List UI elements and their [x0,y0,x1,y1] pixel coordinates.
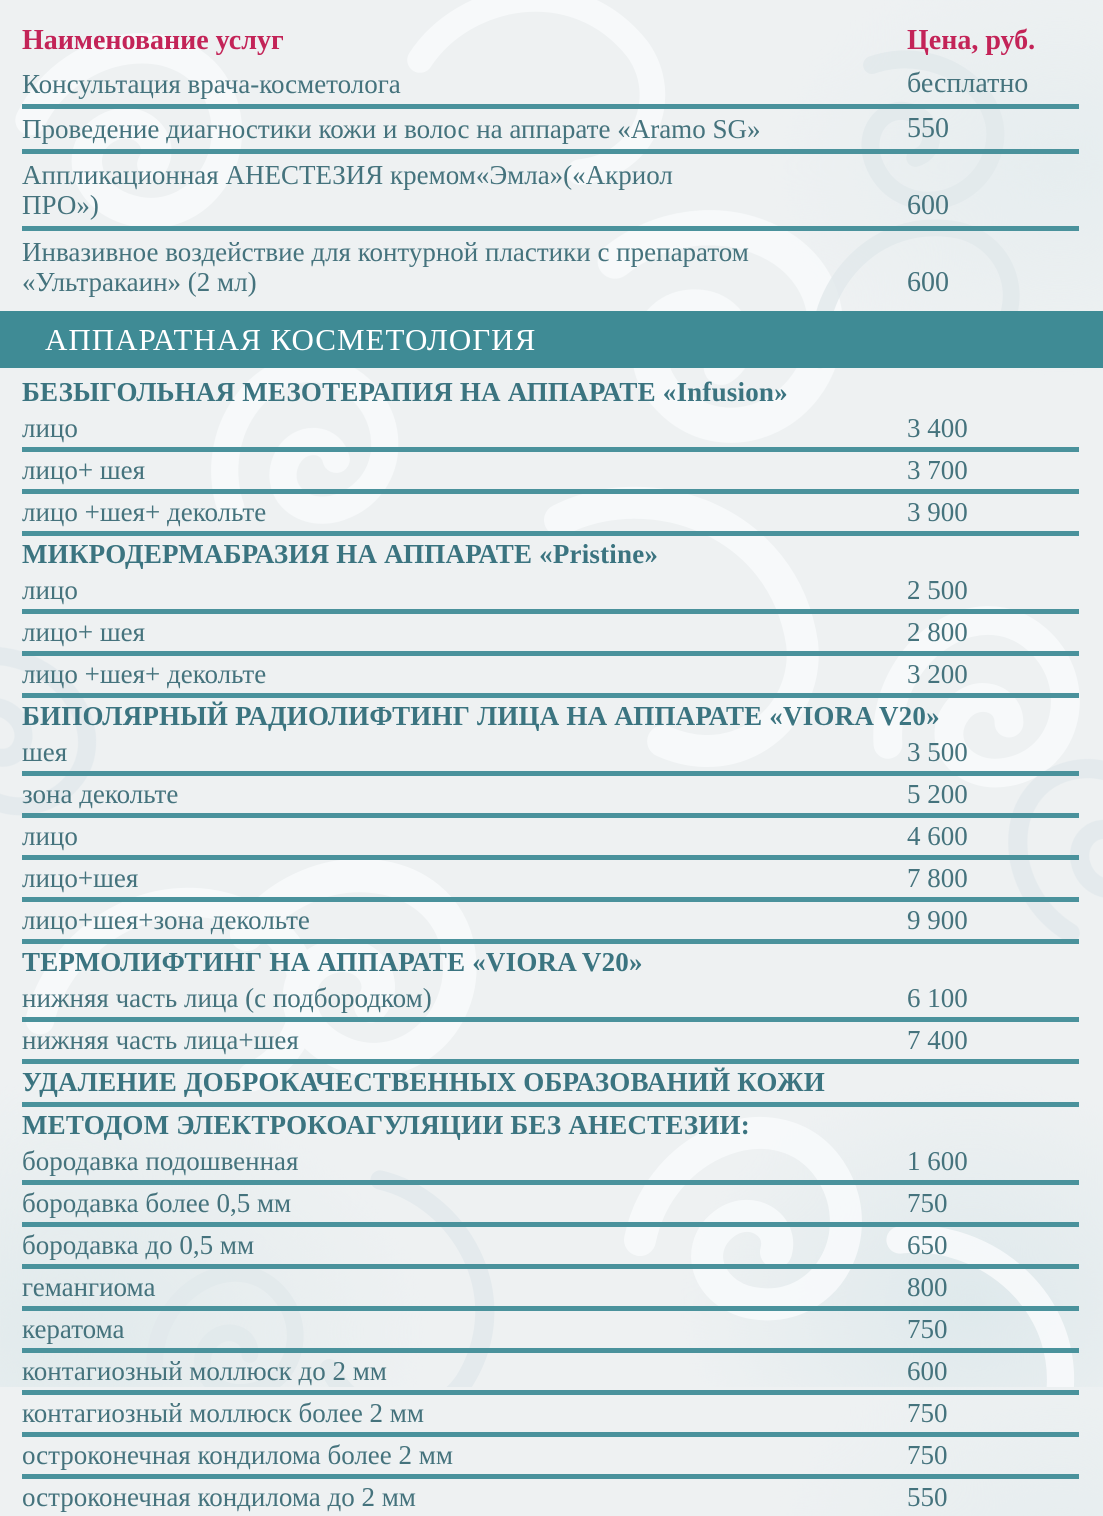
table-row [22,154,1079,231]
service-price: бесплатно [907,68,1029,99]
service-price: 550 [907,113,949,144]
service-name: нижняя часть лица (с подбородком) [22,983,432,1013]
table-row [22,452,1079,494]
service-price: 600 [907,1356,948,1386]
service-price: 2 500 [907,575,968,605]
service-name: лицо+шея+зона декольте [22,905,310,935]
service-price: 3 400 [907,413,968,443]
service-price: 800 [907,1272,948,1302]
table-row [22,1479,1079,1516]
table-row [22,1437,1079,1479]
service-name: лицо+ шея [22,617,146,647]
service-name-line: «Ультракаин» (2 мл) [22,267,257,297]
service-price: 650 [907,1230,948,1260]
table-row [22,776,1079,818]
service-section [22,944,1079,1064]
service-name: остроконечная кондилома до 2 мм [22,1482,416,1512]
service-name-line: Аппликационная АНЕСТЕЗИЯ кремом«Эмла»(«Акриол [22,160,673,190]
service-section [22,1064,1079,1516]
service-name: лицо+ шея [22,455,146,485]
service-price: 3 900 [907,497,968,527]
service-name-line: ПРО») [22,190,99,220]
service-price: 750 [907,1188,948,1218]
service-price: 7 400 [907,1025,968,1055]
service-section [22,536,1079,698]
service-name: контагиозный моллюск до 2 мм [22,1356,387,1386]
table-row [22,1143,1079,1185]
service-section [22,698,1079,944]
service-price: 5 200 [907,779,968,809]
section-title: БИПОЛЯРНЫЙ РАДИОЛИФТИНГ ЛИЦА НА АППАРАТЕ «VIORA V20» [22,701,940,731]
service-name [22,237,907,297]
section-title: МИКРОДЕРМАБРАЗИЯ НА АППАРАТЕ «Pristine» [22,539,659,569]
service-price: 7 800 [907,863,968,893]
table-row [22,1227,1079,1269]
service-name: лицо+шея [22,863,139,893]
service-price: 9 900 [907,905,968,935]
service-name: лицо [22,575,78,605]
service-price: 750 [907,1398,948,1428]
table-row [22,656,1079,698]
service-price: 3 500 [907,737,968,767]
service-name: нижняя часть лица+шея [22,1025,299,1055]
service-name: бородавка более 0,5 мм [22,1188,292,1218]
table-row [22,231,1079,303]
service-price: 2 800 [907,617,968,647]
table-row [22,614,1079,656]
table-row [22,980,1079,1022]
service-name: лицо +шея+ декольте [22,497,267,527]
service-name: кератома [22,1314,125,1344]
service-name-line: Инвазивное воздействие для контурной пластики с препаратом [22,237,749,267]
table-row [22,1353,1079,1395]
service-name: Консультация врача-косметолога [22,69,401,99]
service-price: 3 700 [907,455,968,485]
service-price: 600 [907,267,949,298]
service-name: зона декольте [22,779,179,809]
table-row [22,494,1079,536]
service-name: бородавка до 0,5 мм [22,1230,255,1260]
column-header-price: Цена, руб. [907,25,1036,56]
service-name: Проведение диагностики кожи и волос на аппарате «Aramo SG» [22,114,761,144]
service-section [22,374,1079,536]
service-name [22,160,907,220]
service-name: лицо [22,413,78,443]
table-row [22,1022,1079,1064]
service-name: остроконечная кондилома более 2 мм [22,1440,453,1470]
service-name: бородавка подошвенная [22,1146,299,1176]
table-row [22,109,1079,154]
service-price: 3 200 [907,659,968,689]
service-price: 750 [907,1440,948,1470]
table-row [22,1269,1079,1311]
category-banner: АППАРАТНАЯ КОСМЕТОЛОГИЯ [0,311,1103,368]
section-title-line1: УДАЛЕНИЕ ДОБРОКАЧЕСТВЕННЫХ ОБРАЗОВАНИЙ КОЖИ [22,1064,1079,1107]
table-row [22,1185,1079,1227]
table-row [22,1311,1079,1353]
table-row [22,818,1079,860]
service-name: контагиозный моллюск более 2 мм [22,1398,424,1428]
service-price: 6 100 [907,983,968,1013]
service-price: 750 [907,1314,948,1344]
column-header-services: Наименование услуг [22,25,284,56]
service-price: 4 600 [907,821,968,851]
section-title-line2: МЕТОДОМ ЭЛЕКТРОКОАГУЛЯЦИИ БЕЗ АНЕСТЕЗИИ: [22,1110,750,1140]
service-name: лицо +шея+ декольте [22,659,267,689]
table-row [22,64,1079,109]
table-row [22,902,1079,944]
table-row [22,410,1079,452]
service-price: 600 [907,190,949,221]
section-title: ТЕРМОЛИФТИНГ НА АППАРАТЕ «VIORA V20» [22,947,643,977]
table-row [22,860,1079,902]
service-name: гемангиома [22,1272,156,1302]
table-row [22,572,1079,614]
section-title: БЕЗЫГОЛЬНАЯ МЕЗОТЕРАПИЯ НА АППАРАТЕ «Infusion» [22,377,788,407]
service-price: 550 [907,1482,948,1512]
service-price: 1 600 [907,1146,968,1176]
table-row [22,734,1079,776]
table-header [22,0,1079,58]
service-name: лицо [22,821,78,851]
service-name: шея [22,737,68,767]
table-row [22,1395,1079,1437]
